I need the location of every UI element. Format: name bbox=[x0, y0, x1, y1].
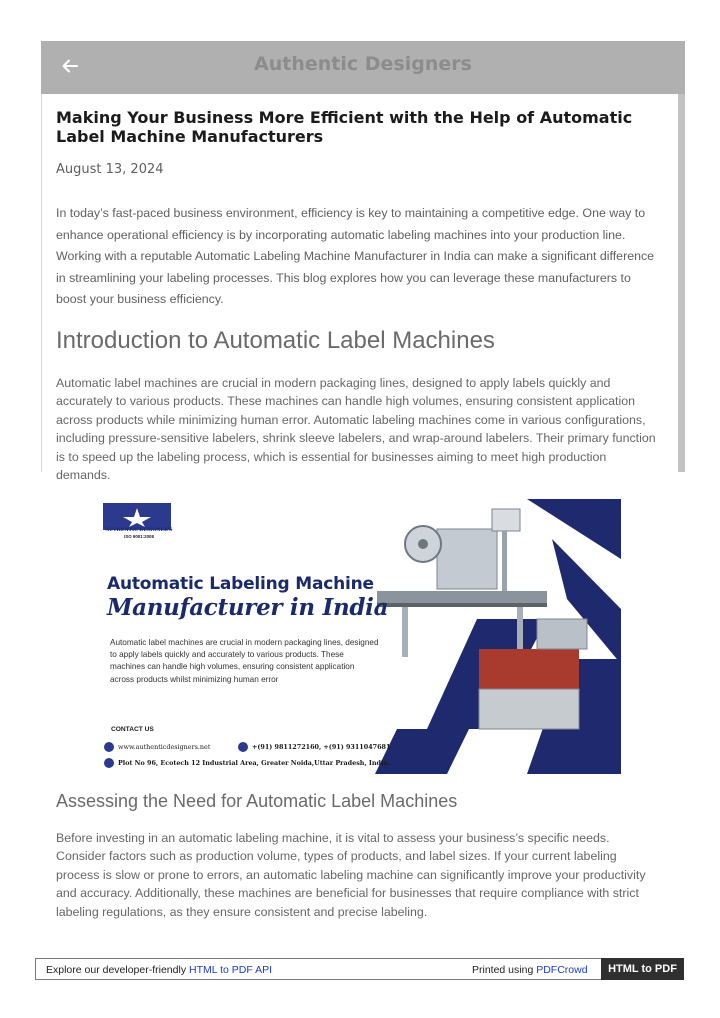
location-pin-icon bbox=[104, 758, 114, 768]
globe-icon bbox=[104, 742, 114, 752]
iso-label: ISO 9001:2008 bbox=[124, 534, 154, 539]
section-body-intro: Automatic label machines are crucial in modern packaging lines, designed to apply labels quickly and accurately to various products. These machines can handle high volumes, ensuring consistent application across products while minimizing human error. Automatic labeling machines come in various configurations, including pressure-sensitive labelers, shrink sleeve labelers, and wrap-around labelers. Their primary function is to speed up the labeling process, which is essential for businesses aiming to meet high production demands. bbox=[56, 376, 656, 483]
banner-address-text: Plot No 96, Ecotech 12 Industrial Area, Greater Noida,Uttar Pradesh, India. bbox=[118, 759, 390, 767]
section-heading-assess: Assessing the Need for Automatic Label Machines bbox=[56, 791, 458, 811]
banner-phone-text: +(91) 9811272160, +(91) 9311047681 bbox=[252, 743, 391, 751]
app-title: Authentic Designers bbox=[254, 53, 472, 75]
footer-left bbox=[46, 964, 272, 976]
footer-right bbox=[472, 964, 588, 976]
html-to-pdf-button[interactable]: HTML to PDF bbox=[601, 958, 684, 980]
banner-address bbox=[104, 758, 390, 768]
promo-banner-image bbox=[97, 499, 621, 774]
banner-phone bbox=[238, 742, 390, 752]
post-title: Making Your Business More Efficient with the Help of Automatic Label Machine Manufacturers bbox=[56, 108, 633, 146]
app-bar bbox=[41, 41, 685, 94]
section-heading-intro: Introduction to Automatic Label Machines bbox=[56, 327, 495, 354]
intro-paragraph: In today’s fast-paced business environment, efficiency is key to maintaining a competitive edge. One way to enhance operational efficiency is by incorporating automatic labeling machines into your production line. Working with a reputable Automatic Labeling Machine Manufacturer in India can make a significant difference in streamlining your labeling processes. This blog explores how you can leverage these manufacturers to boost your business efficiency. bbox=[56, 206, 655, 307]
content-border bbox=[41, 94, 42, 472]
banner-contact-label: CONTACT US bbox=[111, 726, 154, 733]
pdf-footer bbox=[35, 958, 684, 980]
logo-star-icon bbox=[117, 506, 157, 528]
html-to-pdf-api-link[interactable]: HTML to PDF API bbox=[189, 964, 273, 976]
pdfcrowd-link[interactable]: PDFCrowd bbox=[536, 964, 588, 976]
post-date: August 13, 2024 bbox=[56, 162, 164, 177]
logo-name: AUTHENTIC DESIGNER'S bbox=[105, 528, 173, 533]
company-logo bbox=[103, 503, 171, 530]
footer-right-text: Printed using bbox=[472, 964, 537, 976]
banner-body: Automatic label machines are crucial in modern packaging lines, designed to apply labels quickly and accurately to various products. These machines can handle high volumes, ensuring consistent application across products whilst minimizing human error bbox=[110, 638, 379, 684]
banner-script-heading: Manufacturer in India bbox=[107, 594, 389, 621]
section-body-assess: Before investing in an automatic labeling machine, it is vital to assess your business’s specific needs. Consider factors such as production volume, types of products, and label sizes. If your current labeling process is slow or prone to errors, an automatic labeling machine can significantly improve your productivity and accuracy. Additionally, these machines are beneficial for businesses that require compliance with strict labeling regulations, as they ensure consistent and precise labeling. bbox=[56, 831, 646, 919]
phone-icon bbox=[238, 742, 248, 752]
footer-left-text: Explore our developer-friendly bbox=[46, 964, 189, 976]
banner-heading: Automatic Labeling Machine bbox=[107, 574, 374, 594]
scrollbar[interactable] bbox=[678, 94, 685, 472]
banner-website-text: www.authenticdesigners.net bbox=[118, 743, 211, 751]
banner-website bbox=[104, 742, 210, 752]
